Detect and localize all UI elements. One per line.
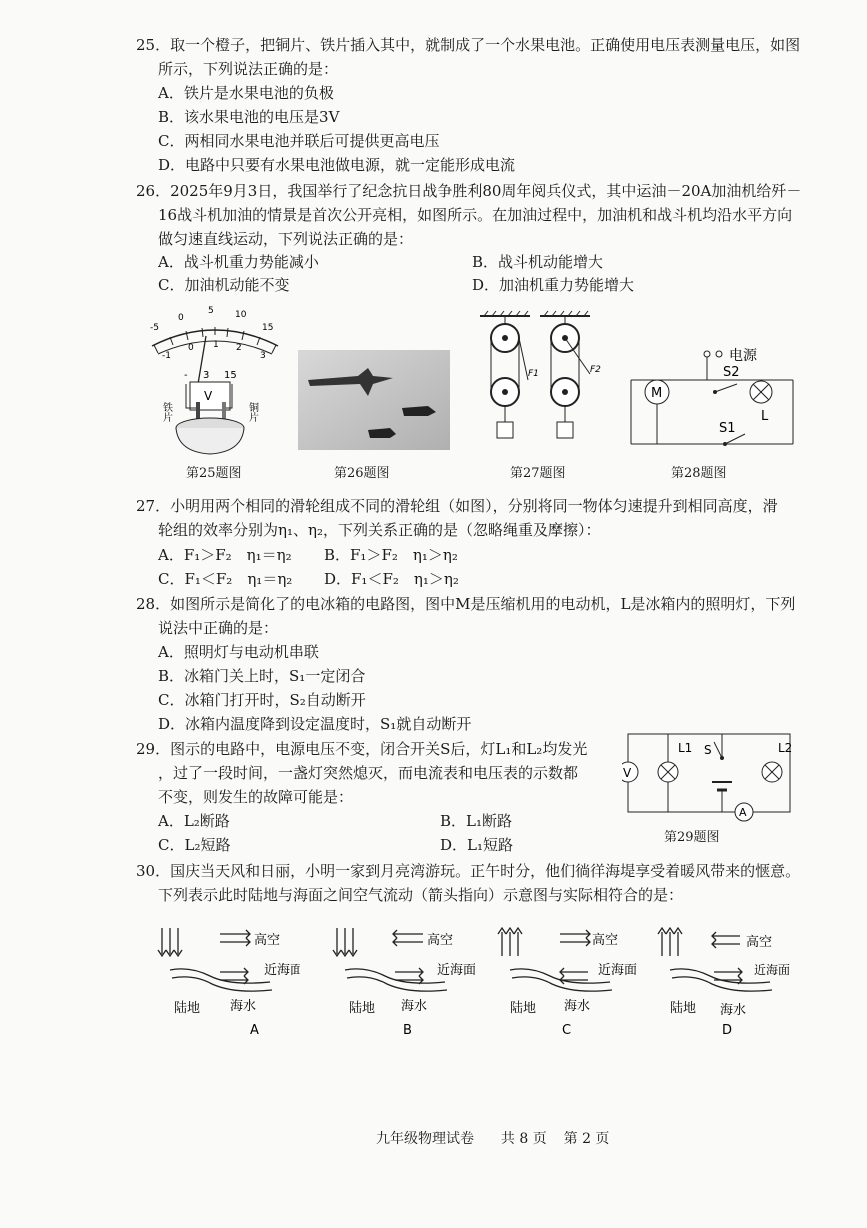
fig29-switch-label: S (704, 743, 712, 757)
q28-option-a: A．照明灯与电动机串联 (158, 643, 319, 661)
meter-terminal-15: 15 (224, 370, 237, 381)
q30d-land-label: 陆地 (670, 1001, 697, 1016)
q30d-sea-surface-label: 近海面 (754, 963, 791, 977)
switch-s2-label: S2 (723, 365, 740, 380)
q30-stem-line2: 下列表示此时陆地与海面之间空气流动（箭头指向）示意图与实际相符合的是： (158, 886, 684, 904)
meter-terminal-3: 3 (203, 370, 210, 381)
q30c-sea-surface-label: 近海面 (598, 963, 638, 978)
meter-tick-top-4: 15 (262, 323, 274, 333)
fig26-caption: 第26题图 (334, 466, 390, 481)
q26-stem-line1: 26．2025年9月3日，我国举行了纪念抗日战争胜利80周年阅兵仪式，其中运油－20A加油机给歼－ (136, 182, 802, 200)
q30b-land-label: 陆地 (349, 1001, 376, 1016)
q27-option-b: B．F₁＞F₂ η₁＞η₂ (324, 546, 458, 564)
lamp-l-label: L (761, 409, 769, 424)
force-f2-label: F2 (590, 365, 601, 375)
footer-total-pages: 共 8 页 (500, 1131, 547, 1147)
q28-option-c: C．冰箱门打开时，S₂自动断开 (158, 691, 366, 709)
q28-option-b: B．冰箱门关上时，S₁一定闭合 (158, 667, 366, 685)
fig25-fruit-battery-diagram (140, 306, 290, 456)
meter-tick-bottom-0: -1 (162, 351, 171, 361)
motor-m-label: M (651, 386, 663, 401)
switch-s1-label: S1 (719, 421, 736, 436)
q27-option-a: A．F₁＞F₂ η₁＝η₂ (158, 546, 292, 564)
meter-letter: V (204, 389, 213, 403)
q25-option-b: B．该水果电池的电压是3V (158, 108, 340, 126)
q28-stem-line1: 28．如图所示是简化了的电冰箱的电路图，图中M是压缩机用的电动机，L是冰箱内的照明灯，下列 (136, 595, 796, 613)
q30d-option-letter: D (722, 1023, 733, 1038)
q26-option-a: A．战斗机重力势能减小 (158, 253, 319, 271)
q30a-option-letter: A (250, 1023, 259, 1038)
q29-option-a: A．L₂断路 (158, 812, 230, 830)
q29-option-b: B．L₁断路 (440, 812, 512, 830)
power-source-label: 电源 (729, 348, 757, 364)
q28-stem-line2: 说法中正确的是： (158, 619, 279, 637)
q30-option-a-diagram (150, 922, 300, 1044)
fig27-pulley-diagram (470, 310, 620, 458)
fig29-circuit (622, 728, 802, 824)
q30-stem-line1: 30．国庆当天风和日丽，小明一家到月亮湾游玩。正午时分，他们徜徉海堤享受着暖风带来的惬意。 (136, 862, 801, 880)
q25-option-d: D．电路中只要有水果电池做电源，就一定能形成电流 (158, 156, 516, 174)
q27-option-c: C．F₁＜F₂ η₁＝η₂ (158, 570, 293, 588)
meter-tick-top-0: -5 (150, 323, 159, 333)
meter-tick-bottom-4: 3 (260, 351, 266, 361)
q26-option-c: C．加油机动能不变 (158, 276, 290, 294)
fig28-fridge-circuit (625, 340, 800, 455)
q29-stem-line1: 29．图示的电路中，电源电压不变，闭合开关S后，灯L₁和L₂均发光 (136, 740, 588, 758)
q30b-sea-surface-label: 近海面 (437, 963, 475, 978)
q27-option-d: D．F₁＜F₂ η₁＞η₂ (324, 570, 459, 588)
meter-tick-bottom-3: 2 (236, 343, 242, 353)
q30a-sea-surface-label: 近海面 (264, 963, 300, 978)
q30a-high-label: 高空 (254, 933, 281, 948)
q27-stem-line1: 27．小明用两个相同的滑轮组成不同的滑轮组（如图），分别将同一物体匀速提升到相同高度，滑 (136, 497, 778, 515)
copper-label: 铜片 (246, 402, 258, 422)
q30-option-b-diagram (325, 922, 475, 1044)
fig29-caption: 第29题图 (664, 830, 720, 845)
q25-stem-line1: 25．取一个橙子，把铜片、铁片插入其中，就制成了一个水果电池。正确使用电压表测量电压，如图 (136, 36, 801, 54)
q30b-option-letter: B (403, 1023, 412, 1038)
meter-tick-top-2: 5 (208, 306, 214, 316)
q26-option-d: D．加油机重力势能增大 (472, 276, 635, 294)
fig28-caption: 第28题图 (671, 466, 727, 481)
q28-option-d: D．冰箱内温度降到设定温度时，S₁就自动断开 (158, 715, 472, 733)
meter-tick-top-1: 0 (178, 313, 184, 323)
q30b-sea-label: 海水 (401, 999, 428, 1014)
meter-tick-bottom-1: 0 (188, 343, 194, 353)
footer (376, 1128, 609, 1150)
footer-subject: 九年级物理试卷 (376, 1131, 474, 1147)
q27-stem-line2: 轮组的效率分别为η₁、η₂，下列关系正确的是（忽略绳重及摩擦）： (158, 521, 601, 539)
fig29-ammeter-label: A (739, 806, 747, 819)
q26-stem-line3: 做匀速直线运动，下列说法正确的是： (158, 230, 414, 248)
meter-terminal-neg: - (184, 370, 188, 381)
fig25-caption: 第25题图 (186, 466, 242, 481)
q30c-option-letter: C (562, 1023, 572, 1038)
q30c-high-label: 高空 (592, 933, 619, 948)
q30d-sea-label: 海水 (720, 1003, 747, 1018)
q25-option-a: A．铁片是水果电池的负极 (158, 84, 334, 102)
force-f1-label: F1 (528, 369, 539, 379)
q26-stem-line2: 16战斗机加油的情景是首次公开亮相，如图所示。在加油过程中，加油机和战斗机均沿水平方向 (158, 206, 793, 224)
q30a-sea-label: 海水 (230, 999, 257, 1014)
q30a-land-label: 陆地 (174, 1001, 201, 1016)
iron-label: 铁片 (160, 402, 172, 422)
q26-option-b: B．战斗机动能增大 (472, 253, 604, 271)
fig29-l1-label: L1 (678, 741, 693, 755)
meter-tick-top-3: 10 (235, 310, 247, 320)
q29-option-c: C．L₂短路 (158, 836, 231, 854)
q30d-high-label: 高空 (746, 935, 773, 950)
meter-tick-bottom-2: 1 (213, 340, 219, 350)
q29-option-d: D．L₁短路 (440, 836, 514, 854)
q30-option-c-diagram (490, 922, 640, 1044)
fig26-refueling-photo (298, 350, 450, 450)
q29-stem-line2: ，过了一段时间，一盏灯突然熄灭，而电流表和电压表的示数都 (158, 764, 579, 782)
q25-stem-line2: 所示，下列说法正确的是： (158, 60, 339, 78)
q25-option-c: C．两相同水果电池并联后可提供更高电压 (158, 132, 440, 150)
fig29-voltmeter-label: V (623, 766, 632, 780)
q30-option-d-diagram (650, 922, 800, 1044)
q30b-high-label: 高空 (427, 933, 454, 948)
q30c-land-label: 陆地 (510, 1001, 537, 1016)
fig29-l2-label: L2 (778, 741, 793, 755)
q29-stem-line3: 不变，则发生的故障可能是： (158, 788, 354, 806)
fig27-caption: 第27题图 (510, 466, 566, 481)
footer-page-number: 第 2 页 (563, 1131, 610, 1147)
q30c-sea-label: 海水 (564, 999, 591, 1014)
